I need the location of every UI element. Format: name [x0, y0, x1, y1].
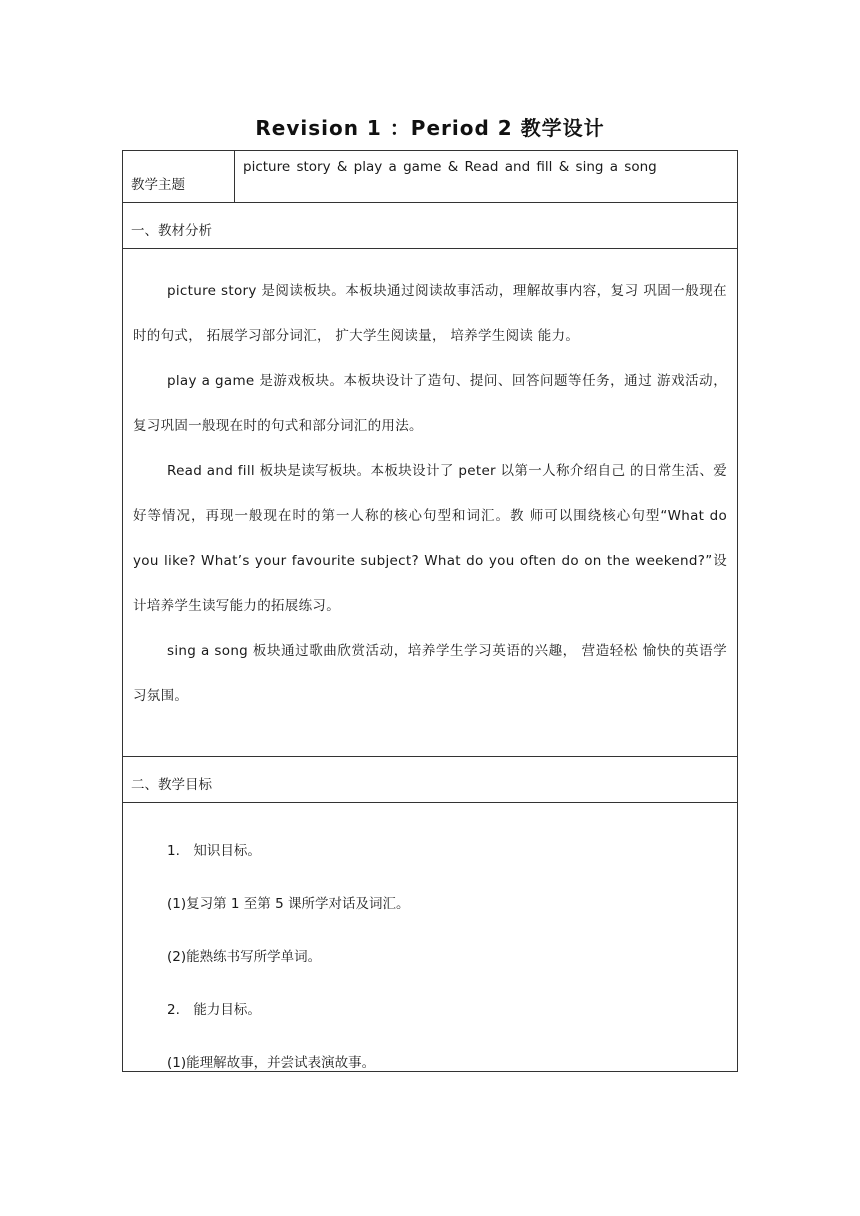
- analysis-paragraph: picture story 是阅读板块。本板块通过阅读故事活动，理解故事内容，复习 巩固一般现在时的句式， 拓展学习部分词汇， 扩大学生阅读量， 培养学生阅读 能力。: [133, 283, 727, 344]
- topic-row: [123, 151, 737, 203]
- topic-value: picture story & play a game & Read and fill & sing a song: [243, 159, 657, 175]
- goal-item: 1. 知识目标。: [167, 843, 261, 859]
- topic-label: 教学主题: [123, 151, 235, 202]
- lesson-plan-table: [122, 150, 738, 1072]
- analysis-paragraph: sing a song 板块通过歌曲欣赏活动，培养学生学习英语的兴趣， 营造轻松 愉快的英语学习氛围。: [133, 643, 727, 704]
- goal-item: 2. 能力目标。: [167, 1002, 261, 1018]
- document-title: Revision 1 ：Period 2 教学设计: [255, 116, 605, 140]
- goals-body: [123, 803, 737, 1071]
- goal-item: (2)能熟练书写所学单词。: [167, 949, 322, 965]
- goals-heading: 二、教学目标: [123, 757, 737, 803]
- goal-item: (1)能理解故事，并尝试表演故事。: [167, 1055, 376, 1071]
- analysis-heading: 一、教材分析: [123, 203, 737, 249]
- analysis-paragraph: Read and fill 板块是读写板块。本板块设计了 peter 以第一人称介绍自己 的日常生活、爱好等情况，再现一般现在时的第一人称的核心句型和词汇。教 师可以围绕核心句型“What do you like? What’s your favourite subject? What do you often do on the weekend?”设计培养学生读写能力的拓展练习。: [133, 463, 727, 614]
- analysis-paragraph: play a game 是游戏板块。本板块设计了造句、提问、回答问题等任务，通过 游戏活动，复习巩固一般现在时的句式和部分词汇的用法。: [133, 373, 727, 434]
- goal-item: (1)复习第 1 至第 5 课所学对话及词汇。: [167, 896, 410, 912]
- analysis-body: [123, 249, 737, 757]
